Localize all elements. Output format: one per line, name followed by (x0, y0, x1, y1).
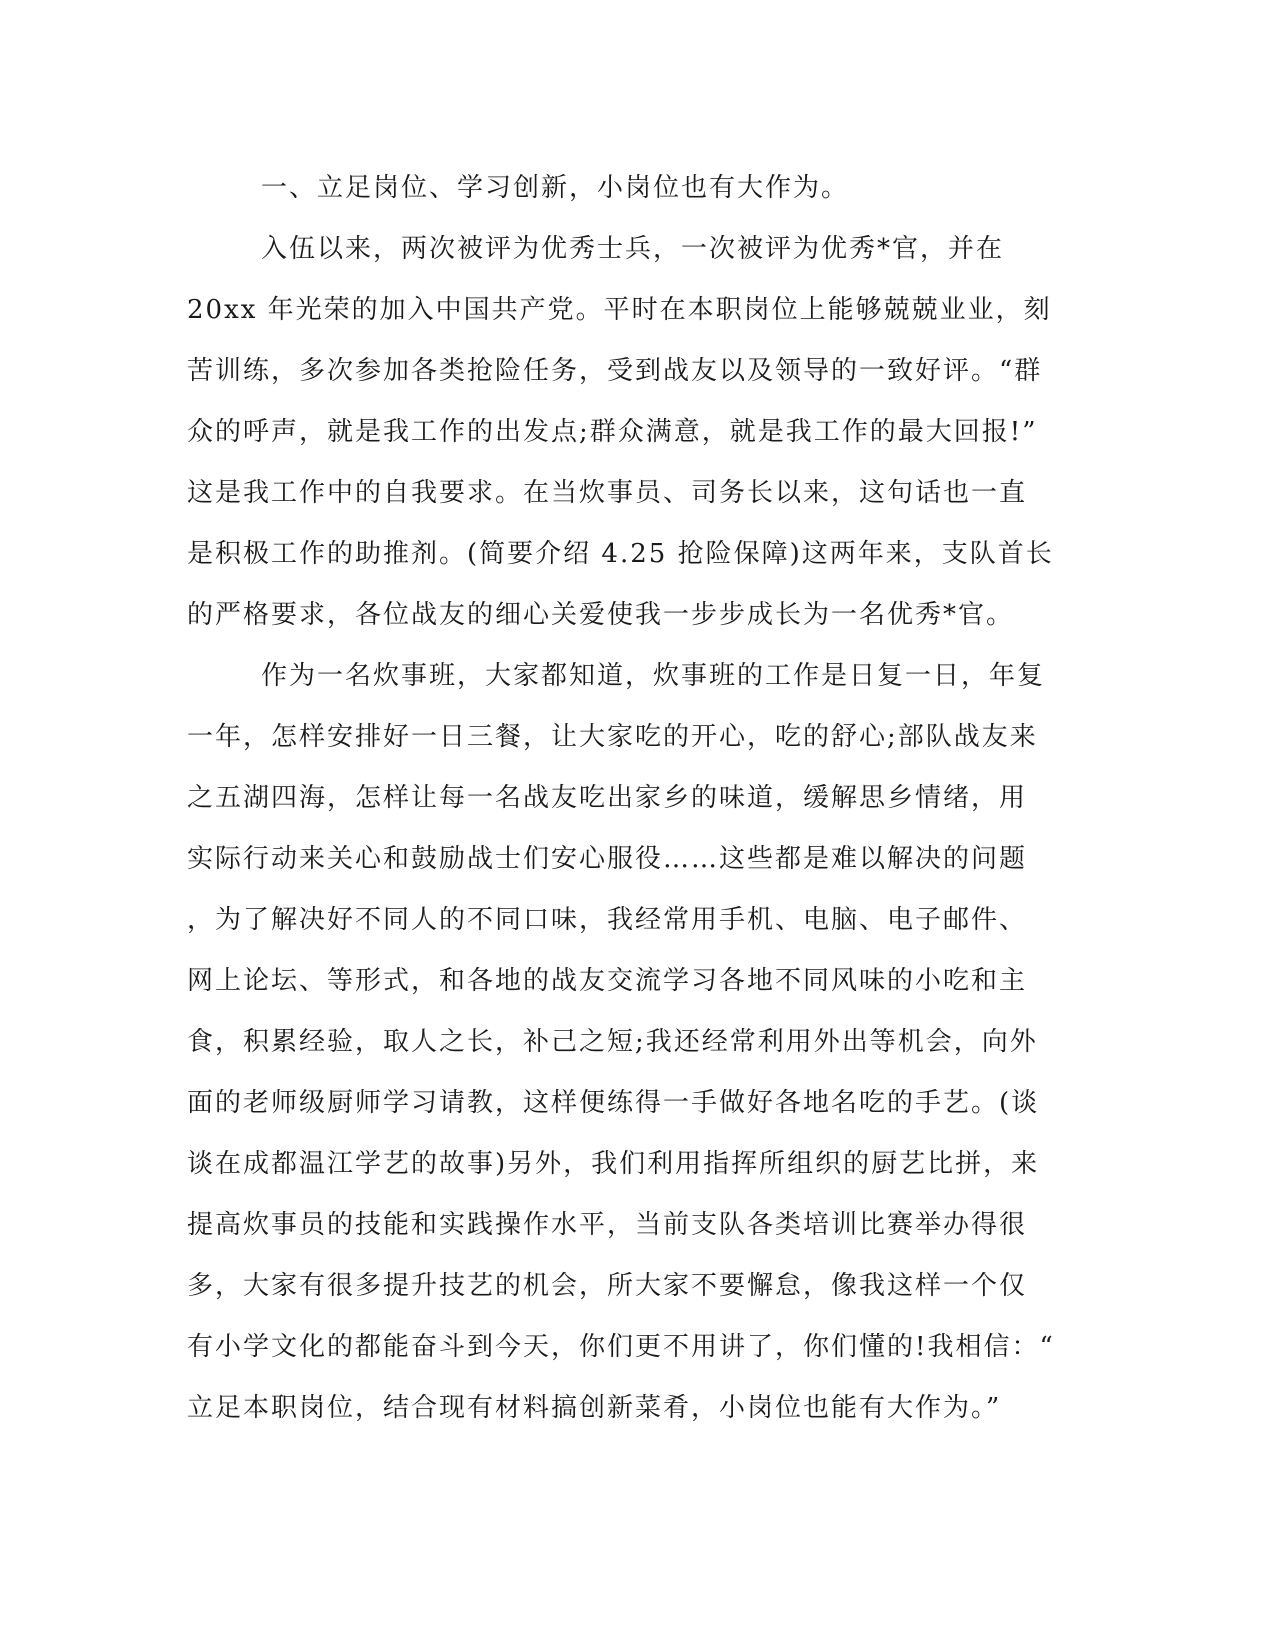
paragraph-line: 是积极工作的助推剂。(简要介绍 4.25 抢险保障)这两年来，支队首长 (187, 539, 1054, 569)
paragraph-line: 入伍以来，两次被评为优秀士兵，一次被评为优秀*官，并在 (261, 234, 1005, 264)
paragraph-1 (187, 219, 1087, 646)
paragraph-line: 作为一名炊事班，大家都知道，炊事班的工作是日复一日，年复 (261, 661, 1046, 691)
paragraph-line: 之五湖四海，怎样让每一名战友吃出家乡的味道，缓解思乡情绪，用 (187, 783, 1028, 813)
paragraph-line: 网上论坛、等形式，和各地的战友交流学习各地不同风味的小吃和主 (187, 966, 1028, 996)
paragraph-line: 提高炊事员的技能和实践操作水平，当前支队各类培训比赛举办得很 (187, 1210, 1028, 1240)
paragraph-line: 一年，怎样安排好一日三餐，让大家吃的开心，吃的舒心;部队战友来 (187, 722, 1038, 752)
section-heading: 一、立足岗位、学习创新，小岗位也有大作为。 (261, 173, 850, 203)
paragraph-line: 立足本职岗位，结合现有材料搞创新菜肴，小岗位也能有大作为。” (187, 1393, 1002, 1423)
paragraph-line: 面的老师级厨师学习请教，这样便练得一手做好各地名吃的手艺。(谈 (187, 1088, 1040, 1118)
paragraph-line: 20xx 年光荣的加入中国共产党。平时在本职岗位上能够兢兢业业，刻 (187, 295, 1052, 325)
paragraph-line: 这是我工作中的自我要求。在当炊事员、司务长以来，这句话也一直 (187, 478, 1028, 508)
paragraph-2 (187, 646, 1087, 1439)
paragraph-line: 苦训练，多次参加各类抢险任务，受到战友以及领导的一致好评。“群 (187, 356, 1043, 386)
paragraph-line: 多，大家有很多提升技艺的机会，所大家不要懈怠，像我这样一个仅 (187, 1271, 1028, 1301)
document-body (187, 158, 1087, 1439)
paragraph-line: 谈在成都温江学艺的故事)另外，我们利用指挥所组织的厨艺比拼，来 (187, 1149, 1040, 1179)
paragraph-line: 有小学文化的都能奋斗到今天，你们更不用讲了，你们懂的!我相信：“ (187, 1332, 1055, 1362)
paragraph-line: 实际行动来关心和鼓励战士们安心服役……这些都是难以解决的问题 (187, 844, 1028, 874)
paragraph-line: ，为了解决好不同人的不同口味，我经常用手机、电脑、电子邮件、 (187, 905, 1028, 935)
paragraph-line: 众的呼声，就是我工作的出发点;群众满意，就是我工作的最大回报!” (187, 417, 1038, 447)
paragraph-line: 的严格要求，各位战友的细心关爱使我一步步成长为一名优秀*官。 (187, 600, 1015, 630)
paragraph-line: 食，积累经验，取人之长，补己之短;我还经常利用外出等机会，向外 (187, 1027, 1038, 1057)
